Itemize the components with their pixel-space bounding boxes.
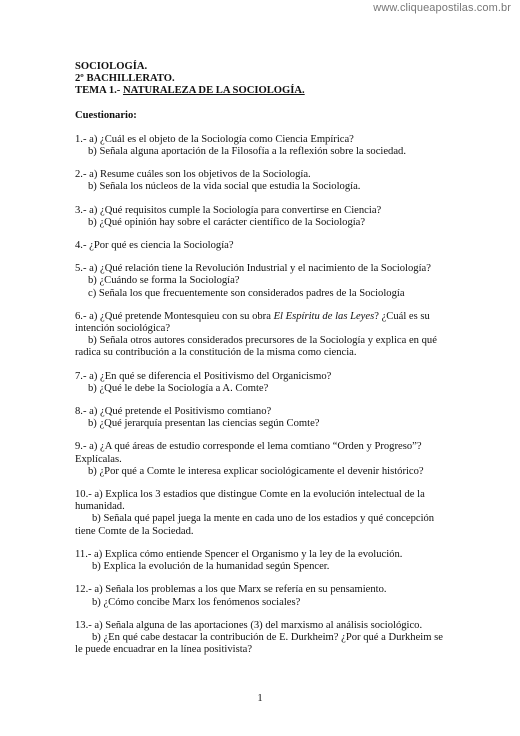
question-1	[75, 134, 465, 158]
question-12	[75, 584, 465, 608]
question-3	[75, 205, 465, 229]
course-level: 2º BACHILLERATO.	[75, 73, 175, 85]
question-part-b: b) ¿Cuándo se forma la Sociología?	[88, 275, 240, 287]
subject-title: SOCIOLOGÍA.	[75, 61, 148, 72]
page-number: 1	[257, 693, 263, 704]
question-part-a-continuation: humanidad.	[75, 501, 125, 513]
question-6	[75, 311, 465, 360]
question-9	[75, 441, 465, 478]
question-part-a: 7.- a) ¿En qué se diferencia el Positivismo del Organicismo?	[75, 370, 332, 382]
topic-name: NATURALEZA DE LA SOCIOLOGÍA.	[122, 85, 305, 97]
question-part-a: 9.- a) ¿A qué áreas de estudio corresponde el lema comtiano “Orden y Progreso”?	[75, 441, 422, 453]
question-part-b-continuation: radica su contribución a la constitución de la misma como ciencia.	[75, 347, 357, 359]
question-part-a: 8.- a) ¿Qué pretende el Positivismo comtiano?	[75, 406, 272, 418]
question-part-a: 2.- a) Resume cuáles son los objetivos de la Sociología.	[75, 169, 311, 181]
question-part-c: c) Señala los que frecuentemente son considerados padres de la Sociología	[88, 287, 405, 299]
topic-title	[75, 85, 465, 97]
question-part-b: b) Señala otros autores considerados precursores de la Sociología y explica en qué	[88, 335, 437, 347]
question-part-b: b) ¿Qué opinión hay sobre el carácter científico de la Sociología?	[88, 216, 366, 228]
document-page	[75, 61, 465, 667]
questionnaire-heading: Cuestionario:	[75, 109, 137, 121]
question-2	[75, 169, 465, 193]
question-part-b: b) Señala alguna aportación de la Filosofía a la reflexión sobre la sociedad.	[88, 146, 406, 158]
question-part-b-continuation: le puede encuadrar en la línea positivista?	[75, 644, 253, 656]
question-part-a: 12.- a) Señala los problemas a los que Marx se refería en su pensamiento.	[75, 584, 387, 596]
question-part-a: 13.- a) Señala alguna de las aportaciones (3) del marxismo al análisis sociológico.	[75, 619, 423, 631]
document-header	[75, 61, 465, 98]
question-text: 4.- ¿Por qué es ciencia la Sociología?	[75, 240, 234, 252]
question-13	[75, 620, 465, 657]
question-8	[75, 406, 465, 430]
question-part-b: b) Señala los núcleos de la vida social que estudia la Sociología.	[88, 181, 361, 193]
question-10	[75, 489, 465, 538]
question-part-b: b) Señala qué papel juega la mente en cada uno de los estadios y qué concepción	[92, 513, 435, 525]
book-title: El Espíritu de las Leyes	[273, 310, 375, 322]
question-part-a: 1.- a) ¿Cuál es el objeto de la Sociología como Ciencia Empírica?	[75, 133, 354, 145]
topic-prefix: TEMA 1.-	[75, 85, 123, 97]
question-5	[75, 263, 465, 300]
question-part-b: b) ¿Por qué a Comte le interesa explicar sociológicamente el devenir histórico?	[88, 465, 424, 477]
question-part-a: 10.- a) Explica los 3 estadios que distingue Comte en la evolución intelectual de la	[75, 489, 425, 501]
question-part-a: 11.- a) Explica cómo entiende Spencer el Organismo y la ley de la evolución.	[75, 548, 403, 560]
question-4	[75, 240, 465, 252]
question-7	[75, 371, 465, 395]
question-part-a	[75, 311, 465, 323]
question-part-b: b) Explica la evolución de la humanidad según Spencer.	[92, 561, 330, 573]
question-part-a: 3.- a) ¿Qué requisitos cumple la Sociología para convertirse en Ciencia?	[75, 204, 382, 216]
watermark-url: www.cliqueapostilas.com.br	[373, 2, 511, 14]
question-part-b: b) ¿Qué jerarquía presentan las ciencias según Comte?	[88, 418, 320, 430]
question-part-b-continuation: tiene Comte de la Sociedad.	[75, 525, 194, 537]
question-part-a-start: 6.- a) ¿Qué pretende Montesquieu con su obra	[75, 310, 274, 322]
question-part-a-continuation: intención sociológica?	[75, 323, 171, 335]
question-part-b: b) ¿Qué le debe la Sociología a A. Comte?	[88, 382, 269, 394]
question-part-a-end: ? ¿Cuál es su	[374, 310, 430, 322]
question-11	[75, 549, 465, 573]
question-part-b: b) ¿En qué cabe destacar la contribución de E. Durkheim? ¿Por qué a Durkheim se	[92, 631, 443, 643]
question-part-a-continuation: Explícalas.	[75, 453, 122, 465]
question-part-a: 5.- a) ¿Qué relación tiene la Revolución Industrial y el nacimiento de la Sociología?	[75, 263, 431, 275]
question-part-b: b) ¿Cómo concibe Marx los fenómenos sociales?	[92, 596, 301, 608]
